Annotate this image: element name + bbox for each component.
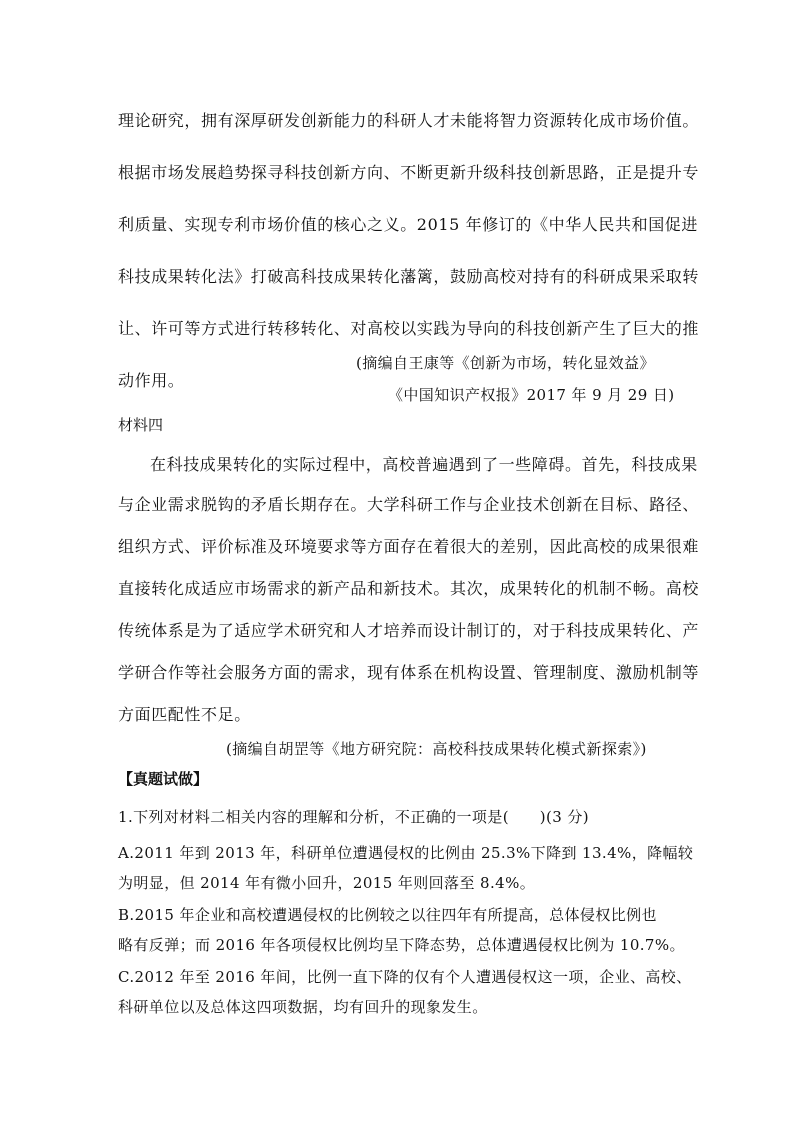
material4-source-citation: (摘编自胡罡等《地方研究院：高校科技成果转化模式新探索》) [226,740,647,758]
source-citation-line-1: (摘编自王康等《创新为市场，转化显效益》 [356,354,655,372]
material4-line-7: 方面匹配性不足。 [118,705,251,724]
passage-line-5: 让、许可等方式进行转移转化、对高校以实践为导向的科技创新产生了巨大的推 [118,319,700,338]
question-1: 1.下列对材料二相关内容的理解和分析，不正确的一项是( )(3 分) [118,808,590,826]
material4-line-6: 学研合作等社会服务方面的需求，现有体系在机构设置、管理制度、激励机制等 [118,663,700,682]
option-a-line-2: 为明显，但 2014 年有微小回升，2015 年则回落至 8.4%。 [118,874,536,892]
material4-line-5: 传统体系是为了适应学术研究和人才培养而设计制订的，对于科技成果转化、产 [118,621,700,640]
passage-line-3: 利质量、实现专利市场价值的核心之义。2015 年修订的《中华人民共和国促进 [118,215,699,234]
option-b-line-1: B.2015 年企业和高校遭遇侵权的比例较之以往四年有所提高，总体侵权比例也 [118,906,657,924]
material4-line-2: 与企业需求脱钩的矛盾长期存在。大学科研工作与企业技术创新在目标、路径、 [118,495,700,514]
option-c-line-1: C.2012 年至 2016 年间，比例一直下降的仅有个人遭遇侵权这一项，企业、高校、 [118,968,692,986]
option-a-line-1: A.2011 年到 2013 年，科研单位遭遇侵权的比例由 25.3%下降到 13.4%，降幅较 [118,844,694,862]
passage-line-1: 理论研究，拥有深厚研发创新能力的科研人才未能将智力资源转化成市场价值。 [118,111,700,130]
material4-line-4: 直接转化成适应市场需求的新产品和新技术。其次，成果转化的机制不畅。高校 [118,579,700,598]
option-c-line-2: 科研单位以及总体这四项数据，均有回升的现象发生。 [118,998,488,1016]
material4-line-3: 组织方式、评价标准及环境要求等方面存在着很大的差别，因此高校的成果很难 [118,537,700,556]
practice-heading: 【真题试做】 [118,770,209,788]
option-b-line-2: 略有反弹；而 2016 年各项侵权比例均呈下降态势，总体遭遇侵权比例为 10.7%。 [118,936,685,954]
material4-title: 材料四 [118,416,164,434]
passage-line-2: 根据市场发展趋势探寻科技创新方向、不断更新升级科技创新思路，正是提升专 [118,163,700,182]
source-citation-line-2: 《中国知识产权报》2017 年 9 月 29 日) [388,386,675,404]
material4-line-1: 在科技成果转化的实际过程中，高校普遍遇到了一些障碍。首先，科技成果 [150,455,698,474]
passage-line-6: 动作用。 [118,371,185,390]
passage-line-4: 科技成果转化法》打破高科技成果转化藩篱，鼓励高校对持有的科研成果采取转 [118,267,700,286]
